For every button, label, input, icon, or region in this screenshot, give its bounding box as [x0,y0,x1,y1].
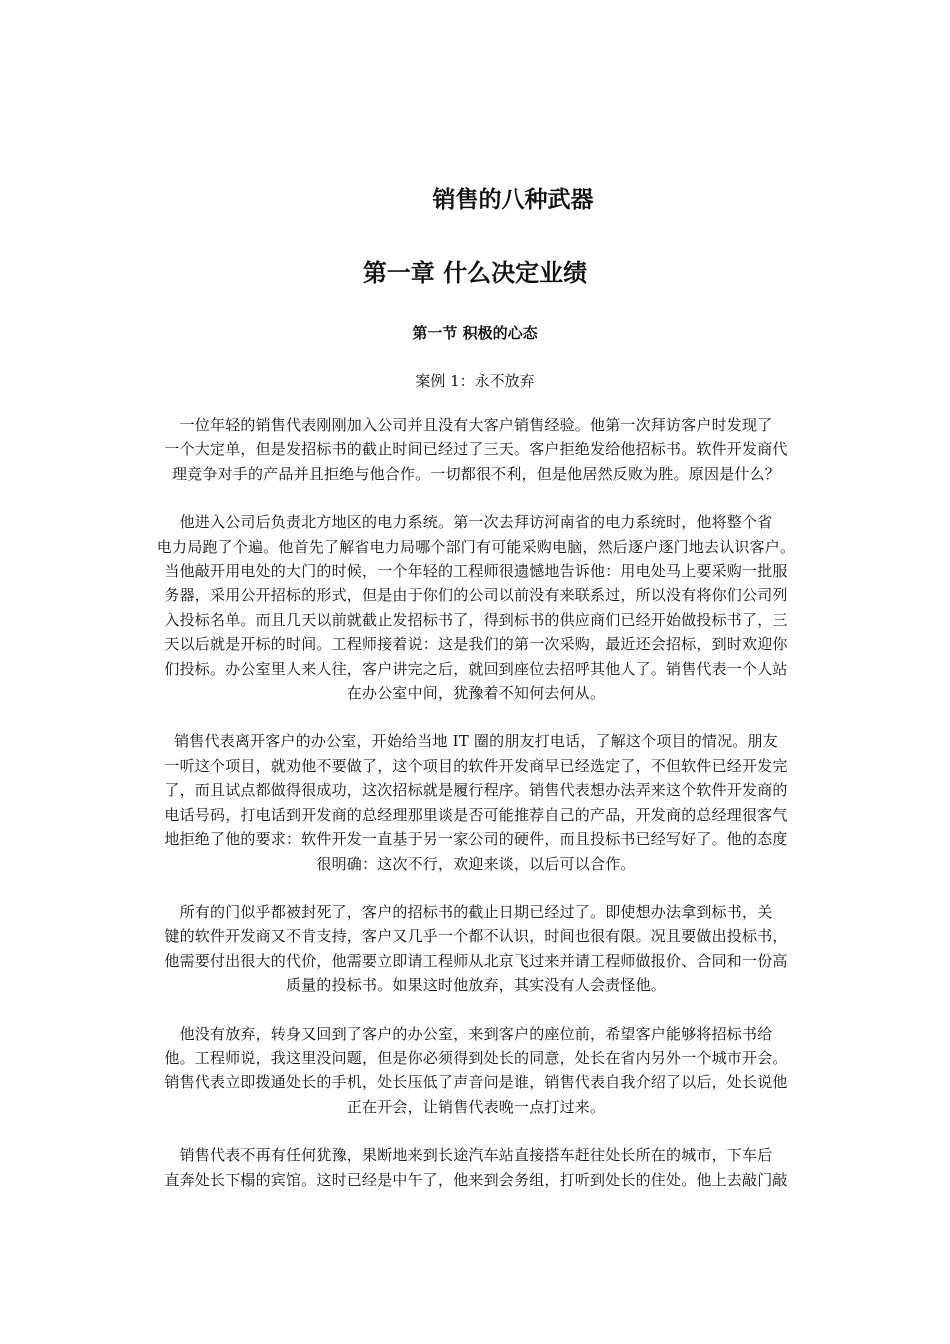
text-line: 销售代表离开客户的办公室，开始给当地 IT 圈的朋友打电话，了解这个项目的情况。朋友 [174,732,778,751]
text-line: 入投标名单。而且几天以前就截止发招标书了，得到标书的供应商们已经开始做投标书了，三 [164,610,788,629]
section-title: 第一节 积极的心态 [412,324,538,342]
chapter-title: 第一章 什么决定业绩 [362,259,588,287]
text-line: 地拒绝了他的要求：软件开发一直基于另一家公司的硬件，而且投标书已经写好了。他的态度 [164,830,788,849]
book-title: 销售的八种武器 [432,187,594,213]
text-line: 了，而且试点都做得很成功，这次招标就是履行程序。销售代表想办法弄来这个软件开发商的 [164,781,788,800]
text-line: 质量的投标书。如果这时他放弃，其实没有人会责怪他。 [285,976,666,995]
paragraph [148,900,804,998]
text-line: 务器，采用公开招标的形式，但是由于你们的公司以前没有来联系过，所以没有将你们公司列 [164,586,788,605]
paragraph [148,413,804,486]
text-line: 他需要付出很大的代价，他需要立即请工程师从北京飞过来并请工程师做报价、合同和一份高 [164,951,788,970]
text-line: 直奔处长下榻的宾馆。这时已经是中午了，他来到会务组，打听到处长的住处。他上去敲门敲 [164,1170,788,1189]
case-title: 案例 1：永不放弃 [415,372,535,390]
text-line: 一位年轻的销售代表刚刚加入公司并且没有大客户销售经验。他第一次拜访客户时发现了 [179,416,773,434]
text-line: 正在开会，让销售代表晚一点打过来。 [346,1097,606,1116]
text-line: 当他敲开用电处的大门的时候，一个年轻的工程师很遗憾地告诉他：用电处马上要采购一批服 [164,562,788,581]
text-line: 理竞争对手的产品并且拒绝与他合作。一切都很不利，但是他居然反败为胜。原因是什么？ [171,464,780,483]
text-line: 电力局跑了个遍。他首先了解省电力局哪个部门有可能采购电脑，然后逐户逐门地去认识客户。 [156,537,796,556]
paragraph [148,1022,804,1120]
paragraph [148,1143,804,1192]
text-line: 电话号码，打电话到开发商的总经理那里谈是否可能推荐自己的产品，开发商的总经理很客气 [164,805,788,824]
text-line: 在办公室中间，犹豫着不知何去何从。 [346,684,606,703]
text-line: 他没有放弃，转身又回到了客户的办公室，来到客户的座位前，希望客户能够将招标书给 [179,1024,773,1043]
text-line: 销售代表立即拨通处长的手机，处长压低了声音问是谁，销售代表自我介绍了以后，处长说他 [164,1073,788,1092]
text-line: 所有的门似乎都被封死了，客户的招标书的截止日期已经过了。即使想办法拿到标书，关 [179,902,773,921]
text-line: 一听这个项目，就劝他不要做了，这个项目的软件开发商早已经选定了，不但软件已经开发完 [164,756,788,775]
paragraph [148,729,804,875]
text-line: 销售代表不再有任何犹豫，果断地来到长途汽车站直接搭车赶往处长所在的城市，下车后 [179,1146,773,1165]
text-line: 一个大定单，但是发招标书的截止时间已经过了三天。客户拒绝发给他招标书。软件开发商代 [164,440,788,459]
text-line: 他。工程师说，我这里没问题，但是你必须得到处长的同意，处长在省内另外一个城市开会。 [164,1048,788,1067]
text-line: 们投标。办公室里人来人往，客户讲完之后，就回到座位去招呼其他人了。销售代表一个人站 [164,659,788,678]
text-line: 键的软件开发商又不肯支持，客户又几乎一个都不认识，时间也很有限。况且要做出投标书， [164,927,788,946]
paragraph [148,510,804,705]
text-line: 天以后就是开标的时间。工程师接着说：这是我们的第一次采购，最近还会招标，到时欢迎你 [164,635,788,654]
body-text [148,413,804,1216]
text-line: 很明确：这次不行，欢迎来谈，以后可以合作。 [316,854,636,873]
text-line: 他进入公司后负责北方地区的电力系统。第一次去拜访河南省的电力系统时，他将整个省 [179,513,773,532]
